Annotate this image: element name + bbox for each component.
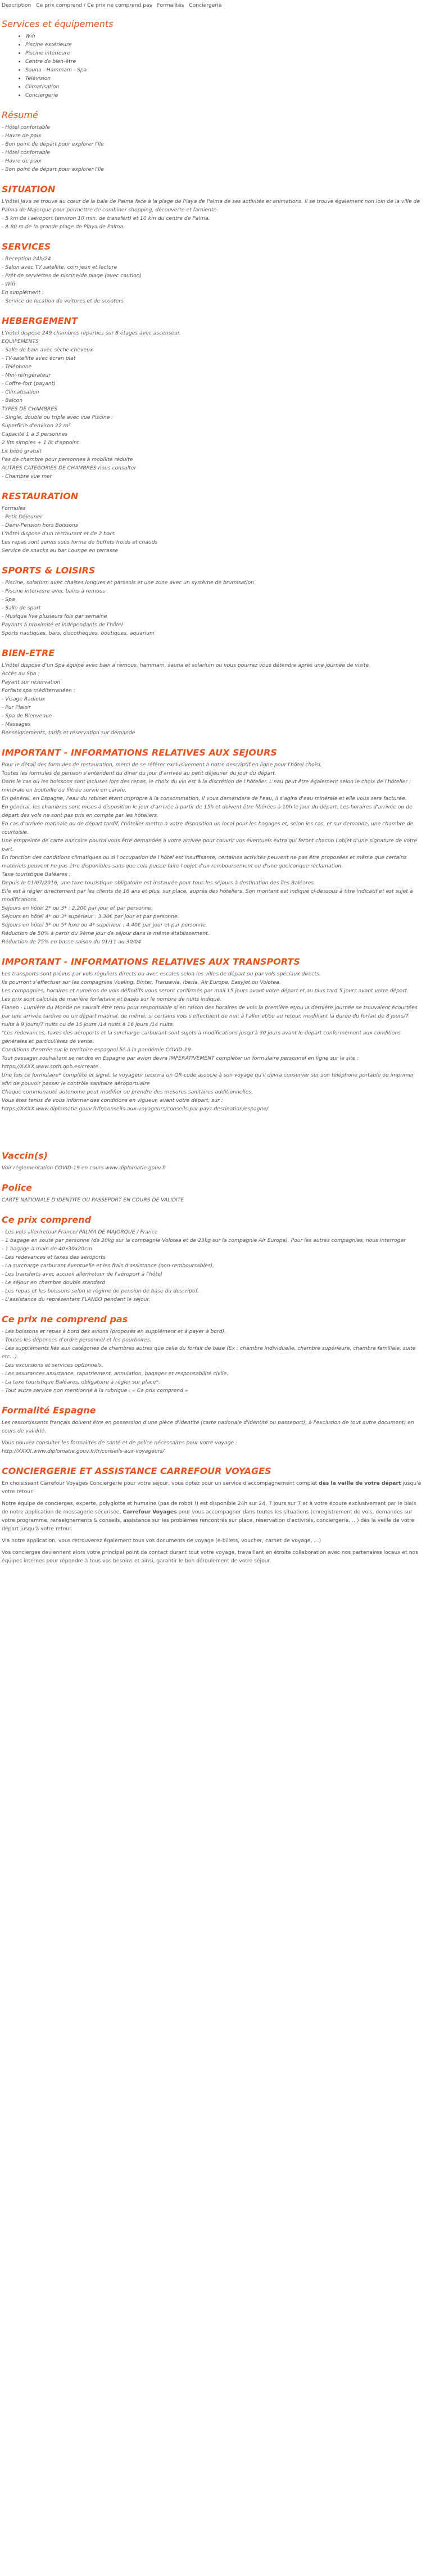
section-body (2, 579, 422, 638)
text-line: - Chambre vue mer (2, 473, 52, 480)
text-line: - Les redevances et taxes des aéroports (2, 1254, 106, 1260)
text-line: Réduction de 75% en basse saison du 01/11 au 30/04 (2, 939, 141, 945)
text-line: https://XXXX.www.diplomatie.gouv.fr/fr/conseils-aux-voyageurs/conseils-par-pays-destination/espagne/ (2, 1106, 269, 1112)
text-line: Les prix sont calculés de manière forfaitaire et basés sur le nombre de nuits indiqué. (2, 996, 222, 1002)
concierge-team (2, 1499, 422, 1533)
text: pour vous accompagner dans toutes les situations (enregistrement de vols, demandes sur votre programme, renseignements & conseils, assistance sur les problèmes rencontrés sur place, réservation d'activités, conciergerie, …) dès la veille de votre départ jusqu'à votre retour. (2, 1509, 415, 1532)
text-line: - Les boissons et repas à bord des avions (proposés en supplément et à payer à bord). (2, 1328, 226, 1335)
text-line: - Single, double ou triple avec vue Piscine : (2, 414, 114, 421)
text-line: Tout passager souhaitant se rendre en Espagne par avion devra IMPERATIVEMENT compléter un formulaire personnel en ligne sur le site : https://XXXX.www.spth.gob.es/create . (2, 1055, 359, 1070)
text-line: - Le séjour en chambre double standard (2, 1280, 106, 1286)
text: En choisissant Carrefour Voyages Conciergerie pour votre séjour, vous optez pour un service d'accompagnement complet (2, 1480, 319, 1486)
police-section (2, 1182, 422, 1204)
amenity-item: • Climatisation (25, 83, 422, 91)
section-body (2, 504, 422, 555)
text-line: TYPES DE CHAMBRES (2, 406, 57, 412)
section-title: SERVICES (2, 241, 51, 252)
text-line: - TV-satellite avec écran plat (2, 355, 76, 361)
concierge-section (2, 1466, 422, 1565)
text-line: - La surcharge carburant éventuelle et les frais d'assistance (non-remboursables). (2, 1263, 215, 1269)
amenity-item: • Sauna - Hammam - Spa (25, 66, 422, 74)
content-tabs (2, 1, 422, 10)
text-line: - Wifi (2, 281, 15, 287)
formalities-link[interactable] (2, 1447, 422, 1456)
formalities-section (2, 1405, 422, 1456)
concierge-app: Via notre application, vous retrouverez également tous vos documents de voyage (e-billets, voucher, carnet de voyage, …) (2, 1538, 321, 1544)
tab-description[interactable]: Description (2, 2, 31, 8)
text-line: Les repas sont servis sous forme de buffets froids et chauds (2, 539, 158, 545)
text-line: Réduction de 50% à partir du 9ème jour de séjour dans le même établissement. (2, 930, 210, 937)
text-line: Payants à proximité et indépendants de l'hôtel (2, 622, 123, 628)
text-line: - Visage Radieux (2, 696, 46, 702)
section-title: Ce prix comprend (2, 1214, 92, 1225)
dining-section (2, 491, 422, 555)
text-line: - Prêt de serviettes de piscine/de plage (avec caution) (2, 273, 142, 279)
text-line: Flaneo - Lumière du Monde ne saurait être tenu pour responsable si en raison des horaires de vols la première et/ou la dernière journée se trouvaient écourtées par une arrivée tardive ou un départ matinal, de même, si certains vols s'effectuent de nuit à l'aller et/ou au retour, modifiant la durée du forfait de 8 jours/7 nuits à 9 jours/7 nuits ou de 15 jours /14 nuits à 16 jours /14 nuits. (2, 1005, 418, 1028)
price-excludes-section (2, 1314, 422, 1395)
section-title: IMPORTANT - INFORMATIONS RELATIVES AUX SEJOURS (2, 747, 277, 758)
text-line: - Piscine, solarium avec chaises longues et parasols et une zone avec un système de brumisation (2, 580, 254, 586)
formalities-health-text: Vous pouvez consulter les formalités de santé et de police nécessaires pour votre voyage : (2, 1440, 238, 1446)
tab-price-included[interactable]: Ce prix comprend / Ce prix ne comprend pas (36, 2, 152, 8)
text-line: - Petit Déjeuner (2, 514, 43, 520)
text-line: Les transports sont prévus par vols réguliers directs ou avec escales selon les villes de départ ou par vols spéciaux directs. (2, 971, 321, 977)
text-line: L'hôtel dispose 249 chambres réparties sur 8 étages avec ascenseur. (2, 330, 181, 336)
text-line: Conditions d'entrée sur le territoire espagnol lié à la pandémie COVID-19 (2, 1047, 191, 1053)
text-line: Taxe touristique Baléares : (2, 871, 71, 878)
text-line: - Service de location de voitures et de scooters (2, 298, 124, 304)
text-line: - Hôtel confortable (2, 150, 50, 156)
text-line: Forfaits spa méditerranéen : (2, 688, 75, 694)
section-title: SPORTS & LOISIRS (2, 565, 96, 576)
text-line: - Les repas et les boissons selon le régime de pension de base du descriptif. (2, 1288, 199, 1294)
vaccines-section (2, 1150, 422, 1172)
text-line: 2 lits simples + 1 lit d'appoint (2, 440, 79, 446)
amenity-item: • Piscine intérieure (25, 49, 422, 57)
section-body (2, 1228, 422, 1304)
text-line: Elle est à régler directement par les clients de 16 ans et plus, sur place, auprès des hôteliers. Son montant est indiqué ci-dessous à titre indicatif et est sujet à modifications. (2, 888, 413, 903)
text-line: - Havre de paix (2, 133, 42, 139)
spacer (2, 1113, 422, 1140)
text-line: - Les excursions et services optionnels. (2, 1362, 103, 1368)
text-line: En fonction des conditions climatiques ou si l'occupation de l'hôtel est insuffisante, certaines activités peuvent ne pas être proposées et même que certains matériels peuvent ne pas être disponibles sans que cela puisse faire l'objet d'un remboursement ou d'une quelconque réclamation. (2, 855, 407, 869)
text-line: Pas de chambre pour personnes à mobilité réduite (2, 457, 133, 463)
text-line: - Bon point de départ pour explorer l'île (2, 166, 104, 173)
section-title: IMPORTANT - INFORMATIONS RELATIVES AUX TRANSPORTS (2, 956, 300, 967)
text-line: - Spa (2, 596, 15, 603)
text-line: Dans le cas où les boissons sont incluses lors des repas, le choix du vin est à la discrétion de l'hôtelier. L'eau peut être également selon le choix de l'hôtelier : minérale en bouteille ou filtrée servie en carafe. (2, 779, 411, 793)
section-body (2, 1479, 422, 1565)
services-section (2, 241, 422, 305)
text-line: - Piscine intérieure avec bains à remous (2, 588, 106, 594)
text-line: Toutes les formules de pension s'entendent du dîner du jour d'arrivée au petit déjeuner du jour du départ. (2, 770, 277, 776)
text: Notre équipe de concierges, experte, polyglotte et humaine (pas de robot !) est disponible 24h sur 24, 7 jours sur 7 et à votre écoute exclusivement par le biais de notre application de messagerie sécurisée, (2, 1501, 416, 1515)
text-line: Pour le détail des formules de restauration, merci de se référer exclusivement à notre descriptif en ligne pour l'hôtel choisi. (2, 762, 322, 768)
section-body (2, 1164, 422, 1172)
concierge-intro (2, 1479, 422, 1496)
text-line: - A 80 m de la grande plage de Playa de Palma. (2, 224, 125, 230)
section-title: Formalité Espagne (2, 1405, 96, 1416)
section-body (2, 197, 422, 231)
section-title: SITUATION (2, 184, 56, 195)
section-title: Résumé (2, 110, 38, 120)
text-line: Capacité 1 à 3 personnes (2, 431, 68, 437)
text-line: "Les redevances, taxes des aéroports et la surcharge carburant sont sujets à modifications jusqu'à 30 jours avant le départ conformément aux conditions générales et particulières de vente. (2, 1030, 401, 1045)
amenity-item: • Piscine extérieure (25, 40, 422, 49)
text-line: - Les assurances assistance, rapatriement, annulation, bagages et responsabilité civile. (2, 1371, 229, 1377)
text-line: L'hôtel dispose d'un Spa équipé avec bain à remous, hammam, sauna et solarium ou vous pourrez vous détendre après une journée de visite. (2, 662, 370, 668)
text-line: - L'assistance du représentant FLANEO pendant le séjour. (2, 1296, 151, 1303)
text-line: - Musique live plusieurs fois par semaine (2, 613, 107, 620)
text-line: Superficie d'environ 22 m² (2, 423, 71, 429)
text-line: Séjours en hôtel 4* ou 3* supérieur : 3.30€ par jour et par personne. (2, 914, 179, 920)
text-line: Accès au Spa : (2, 671, 40, 677)
section-body (2, 255, 422, 305)
services-equipment-section (2, 19, 422, 100)
accommodation-section (2, 315, 422, 481)
text-line: Séjours en hôtel 5* ou 5* luxe ou 4* supérieur : 4.40€ par jour et par personne. (2, 922, 207, 928)
text-line: - Mini-réfrigérateur (2, 372, 51, 378)
text-line: - Hôtel confortable (2, 124, 50, 130)
text-line: - Climatisation (2, 389, 39, 395)
text-line: L'hôtel dispose d'un restaurant et de 2 bars (2, 531, 115, 537)
section-title: Vaccin(s) (2, 1150, 48, 1161)
text-line: - Les suppléments liés aux catégories de chambres autres que celle du forfait de base (Ex : chambre individuelle, chambre supérieure, chambre familiale, suite etc…). (2, 1345, 416, 1360)
text-line: Ils pourront s'effectuer sur les compagnies Vueling, Binter, Transavia, Iberia, Air Europa, EasyJet ou Volotea. (2, 979, 281, 986)
diplomatie-link[interactable]: http://XXXX.www.diplomatie.gouv.fr/fr/conseils-aux-voyageurs/ (2, 1448, 165, 1454)
amenities-list (2, 32, 422, 100)
emphasis: Carrefour Voyages (123, 1509, 177, 1515)
text-line: Les compagnies, horaires et numéros de vols définitifs vous seront confirmés par mail 15 jours avant votre départ et au plus tard 5 jours avant votre départ. (2, 988, 409, 994)
text-line: En général, en Espagne, l'eau du robinet étant impropre à la consommation, il vous demandera de l'eau, il s'agira d'eau minérale et elle vous sera facturée. (2, 796, 407, 802)
text-line: - Les transferts avec accueil aller/retour de l'aéroport à l'hôtel (2, 1271, 162, 1277)
section-title: Services et équipements (2, 19, 114, 29)
section-title: Police (2, 1182, 33, 1193)
text-line: Séjours en hôtel 2* ou 3* : 2.20€ par jour et par personne. (2, 905, 153, 911)
text-line: Sports nautiques, bars, discothèques, boutiques, aquarium (2, 630, 155, 636)
text-line: - Havre de paix (2, 158, 42, 164)
amenity-item: • Conciergerie (25, 91, 422, 100)
emphasis: dès la veille de votre départ (319, 1480, 401, 1486)
section-body (2, 1327, 422, 1395)
text-line: Formules (2, 505, 26, 512)
text-line: En cas d'arrivée matinale ou de départ tardif, l'hôtelier mettra à votre disposition un local pour les bagages et, selon les cas, et sur demande, une chambre de courtoisie. (2, 821, 414, 835)
text-line: - Salle de bain avec sèche-cheveux (2, 347, 93, 353)
text-line: - Spa de Bienvenue (2, 713, 52, 719)
text-line: - Salon avec TV satellite, coin jeux et lecture (2, 264, 117, 270)
tab-concierge[interactable]: Conciergerie (189, 2, 222, 8)
text-line: En supplément : (2, 290, 44, 296)
text-line: Voir réglementation COVID-19 en cours www.diplomatie.gouv.fr (2, 1165, 166, 1171)
text-line: - 1 bagage en soute par personne (de 20kg sur la compagnie Volotea et de 23kg sur la compagnie Air Europa). Pour les autres compagnies, nous interroger (2, 1237, 406, 1244)
sports-leisure-section (2, 565, 422, 638)
text-line: Une empreinte de carte bancaire pourra vous être demandée à votre arrivée pour couvrir vos éventuels extra qui feront chacun l'objet d'une signature de votre part. (2, 838, 418, 852)
text-line: - Tout autre service non mentionné à la rubrique : « Ce prix comprend » (2, 1388, 188, 1394)
text-line: EQUIPEMENTS (2, 338, 39, 345)
text-line: - Réception 24h/24 (2, 256, 51, 262)
text-line: - Massages (2, 721, 31, 727)
text-line: - 5 km de l'aéroport (environ 10 min. de transfert) et 10 km du centre de Palma. (2, 215, 210, 222)
text-line: - 1 bagage à main de 40x30x20cm (2, 1246, 93, 1252)
tab-formalities[interactable]: Formalités (157, 2, 184, 8)
text: jusqu'à votre retour. (2, 1480, 422, 1495)
text-line: Lit bébé gratuit (2, 448, 42, 454)
text-line: Une fois ce formulaire* complété et signé, le voyageur recevra un QR-code associé à son voyage qu'il devra conserver sur son téléphone portable ou imprimer afin de pouvoir passer le contrôle sanitaire aéroportuaire (2, 1072, 414, 1087)
section-title: BIEN-ETRE (2, 648, 55, 658)
text-line: - Les vols aller/retour France/ PALMA DE MAJORQUE / France (2, 1229, 158, 1235)
section-title: HEBERGEMENT (2, 315, 78, 326)
text-line: - Pur Plaisir (2, 704, 31, 711)
text-line: - Salle de sport (2, 605, 41, 611)
section-title: Ce prix ne comprend pas (2, 1314, 128, 1325)
section-title: CONCIERGERIE ET ASSISTANCE CARREFOUR VOYAGES (2, 1466, 271, 1476)
text-line: Renseignements, tarifs et réservation sur demande (2, 730, 135, 736)
amenity-item: • Centre de bien-être (25, 57, 422, 66)
text-line: - Balcon (2, 397, 23, 404)
resume-section (2, 110, 422, 174)
section-body (2, 329, 422, 481)
text-line: Payant sur réservation (2, 679, 61, 685)
text-line: Vous êtes tenus de vous informer des conditions en vigueur, avant votre départ, sur : (2, 1097, 223, 1104)
price-includes-section (2, 1214, 422, 1304)
text-line: - Téléphone (2, 364, 32, 370)
amenity-item: • Télévision (25, 74, 422, 83)
text-line: En général, les chambres sont mises à disposition le jour d'arrivée à partir de 15h et doivent être libérées à 10h le jour du départ. Les horaires d'arrivée ou de départ des vols ne sont pas pris en compte par les hôteliers. (2, 804, 413, 819)
wellness-section (2, 648, 422, 737)
section-body (2, 970, 422, 1113)
text-line: CARTE NATIONALE D'IDENTITE OU PASSEPORT EN COURS DE VALIDITE (2, 1197, 184, 1203)
situation-section (2, 184, 422, 231)
section-body (2, 1418, 422, 1456)
transport-info-section (2, 956, 422, 1113)
amenity-item: • Wifi (25, 32, 422, 40)
section-body (2, 1196, 422, 1204)
text-line: Service de snacks au bar Lounge en terrasse (2, 548, 118, 554)
text-line: - Bon point de départ pour explorer l'île (2, 141, 104, 147)
text-line: - La taxe touristique Baléares, obligatoire à régler sur place*. (2, 1379, 160, 1385)
section-body (2, 123, 422, 174)
stay-info-section (2, 747, 422, 946)
text-line: Depuis le 01/07/2016, une taxe touristique obligatoire est instaurée pour tous les séjours à destination des îles Baléares. (2, 880, 315, 886)
section-body (2, 661, 422, 737)
text-line: - Coffre-fort (payant) (2, 381, 56, 387)
concierge-contact: Vos concierges deviennent alors votre principal point de contact durant tout votre voyage, travaillant en étroite collaboration avec nos partenaires locaux et nos équipes internes pour répondre à tous vos besoins et ainsi, garantir le bon déroulement de votre séjour. (2, 1549, 418, 1564)
text-line: - Toutes les dépenses d'ordre personnel et les pourboires. (2, 1337, 152, 1343)
section-title: RESTAURATION (2, 491, 79, 501)
formalities-id-text: Les ressortissants français doivent être en possession d'une pièce d'identité (carte nationale d'identité ou passeport), à l'exclusion de tout autre document) en cours de validité. (2, 1420, 414, 1434)
text-line: L'hôtel Java se trouve au cœur de la baie de Palma face à la plage de Playa de Palma de ses activités et animations. Il se trouve également non loin de la ville de Palma de Majorque pour permettre de combiner shopping, découverte et farniente. (2, 198, 420, 213)
text-line: Chaque communauté autonome peut modifier ou prendre des mesures sanitaires additionnelles. (2, 1089, 253, 1095)
section-body (2, 761, 422, 946)
text-line: AUTRES CATEGORIES DE CHAMBRES nous consulter (2, 465, 137, 471)
text-line: - Demi-Pension hors Boissons (2, 522, 78, 528)
